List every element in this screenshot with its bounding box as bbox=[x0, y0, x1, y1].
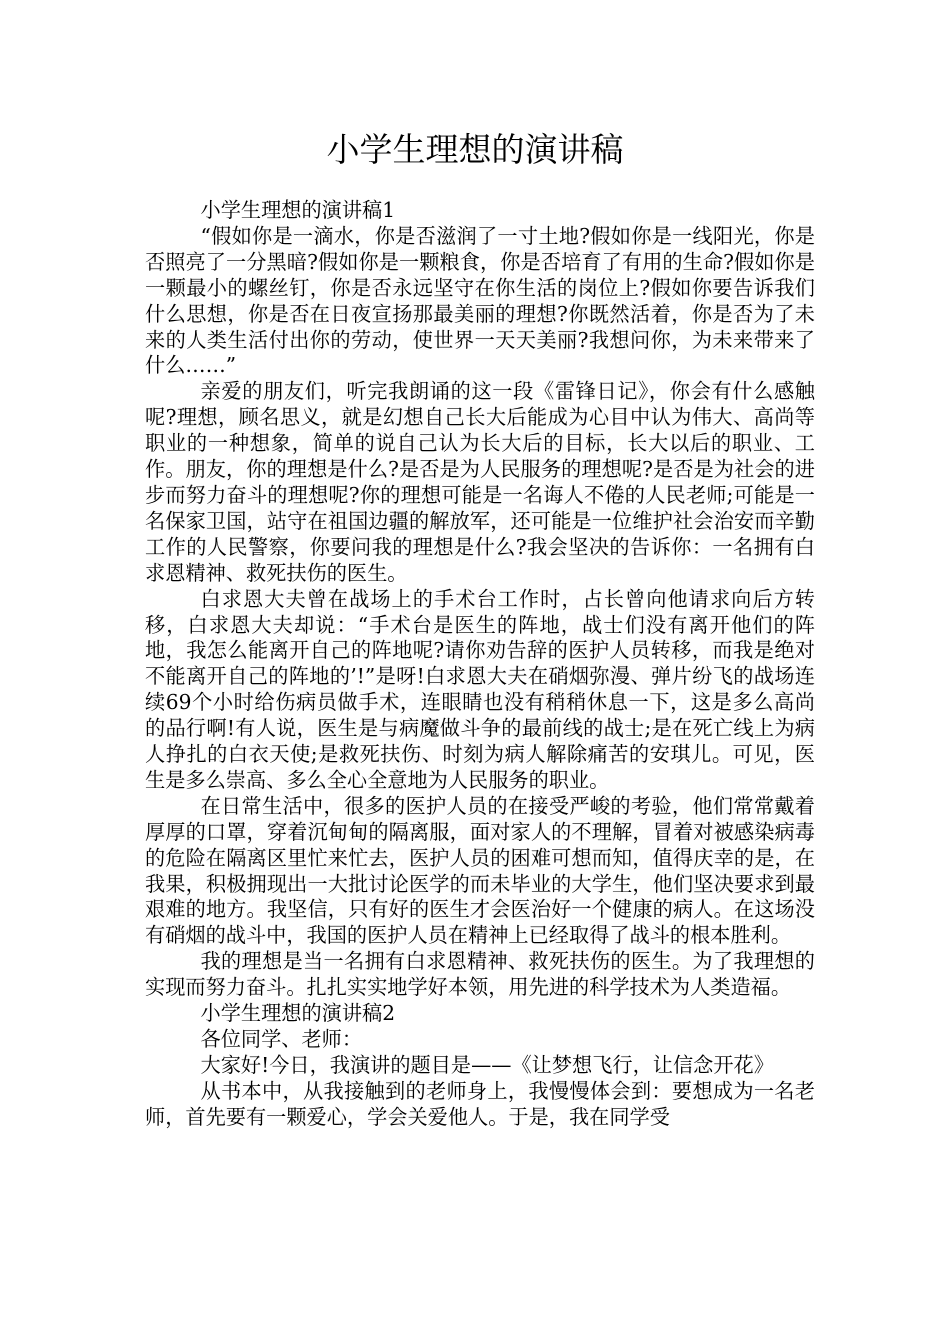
paragraph: 大家好!今日，我演讲的题目是——《让梦想飞行，让信念开花》 bbox=[200, 1052, 774, 1077]
document-title: 小学生理想的演讲稿 bbox=[326, 130, 624, 169]
paragraph: 我的理想是当一名拥有白求恩精神、救死扶伤的医生。为了我理想的实现而努力奋斗。扎扎实实地学好本领，用先进的科学技术为人类造福。 bbox=[145, 949, 815, 1000]
paragraph: 亲爱的朋友们，听完我朗诵的这一段《雷锋日记》，你会有什么感触呢?理想，顾名思义，就是幻想自己长大后能成为心目中认为伟大、高尚等职业的一种想象，简单的说自己认为长大后的目标，长大以后的职业、工作。朋友，你的理想是什么?是否是为人民服务的理想呢?是否是为社会的进步而努力奋斗的理想呢?你的理想可能是一名诲人不倦的人民老师;可能是一名保家卫国，站守在祖国边疆的解放军，还可能是一位维护社会治安而辛勤工作的人民警察，你要问我的理想是什么?我会坚决的告诉你：一名拥有白求恩精神、救死扶伤的医生。 bbox=[145, 379, 815, 585]
section-heading-1: 小学生理想的演讲稿1 bbox=[200, 198, 396, 222]
paragraph-quote: “假如你是一滴水，你是否滋润了一寸土地?假如你是一线阳光，你是否照亮了一分黑暗?假如你是一颗粮食，你是否培育了有用的生命?假如你是一颗最小的螺丝钉，你是否永远坚守在你生活的岗位上?假如你要告诉我们什么思想，你是否在日夜宣扬那最美丽的理想?你既然活着，你是否为了未来的人类生活付出你的劳动，使世界一天天美丽?我想问你，为未来带来了什么……” bbox=[145, 223, 815, 378]
paragraph: 白求恩大夫曾在战场上的手术台工作时，占长曾向他请求向后方转移，白求恩大夫却说：“手术台是医生的阵地，战士们没有离开他们的阵地，我怎么能离开自己的阵地呢?请你劝告辞的医护人员转移，而我是绝对不能离开自己的阵地的’!”是呀!白求恩大夫在硝烟弥漫、弹片纷飞的战场连续69个小时给伤病员做手术，连眼睛也没有稍稍休息一下，这是多么高尚的品行啊!有人说，医生是与病魔做斗争的最前线的战士;是在死亡线上为病人挣扎的白衣天使;是救死扶伤、时刻为病人解除痛苦的安琪儿。可见，医生是多么崇高、多么全心全意地为人民服务的职业。 bbox=[145, 586, 815, 792]
paragraph: 从书本中，从我接触到的老师身上，我慢慢体会到：要想成为一名老师，首先要有一颗爱心，学会关爱他人。于是，我在同学受 bbox=[145, 1078, 815, 1129]
section-heading-2: 小学生理想的演讲稿2 bbox=[200, 1001, 396, 1026]
greeting: 各位同学、老师： bbox=[200, 1027, 363, 1051]
document-body bbox=[145, 198, 815, 1131]
paragraph: 在日常生活中，很多的医护人员的在接受严峻的考验，他们常常戴着厚厚的口罩，穿着沉甸甸的隔离服，面对家人的不理解，冒着对被感染病毒的危险在隔离区里忙来忙去，医护人员的困难可想而知，值得庆幸的是，在我果，积极拥现出一大批讨论医学的而未毕业的大学生，他们坚决要求到最艰难的地方。我坚信，只有好的医生才会医治好一个健康的病人。在这场没有硝烟的战斗中，我国的医护人员在精神上已经取得了战斗的根本胜利。 bbox=[145, 793, 815, 948]
